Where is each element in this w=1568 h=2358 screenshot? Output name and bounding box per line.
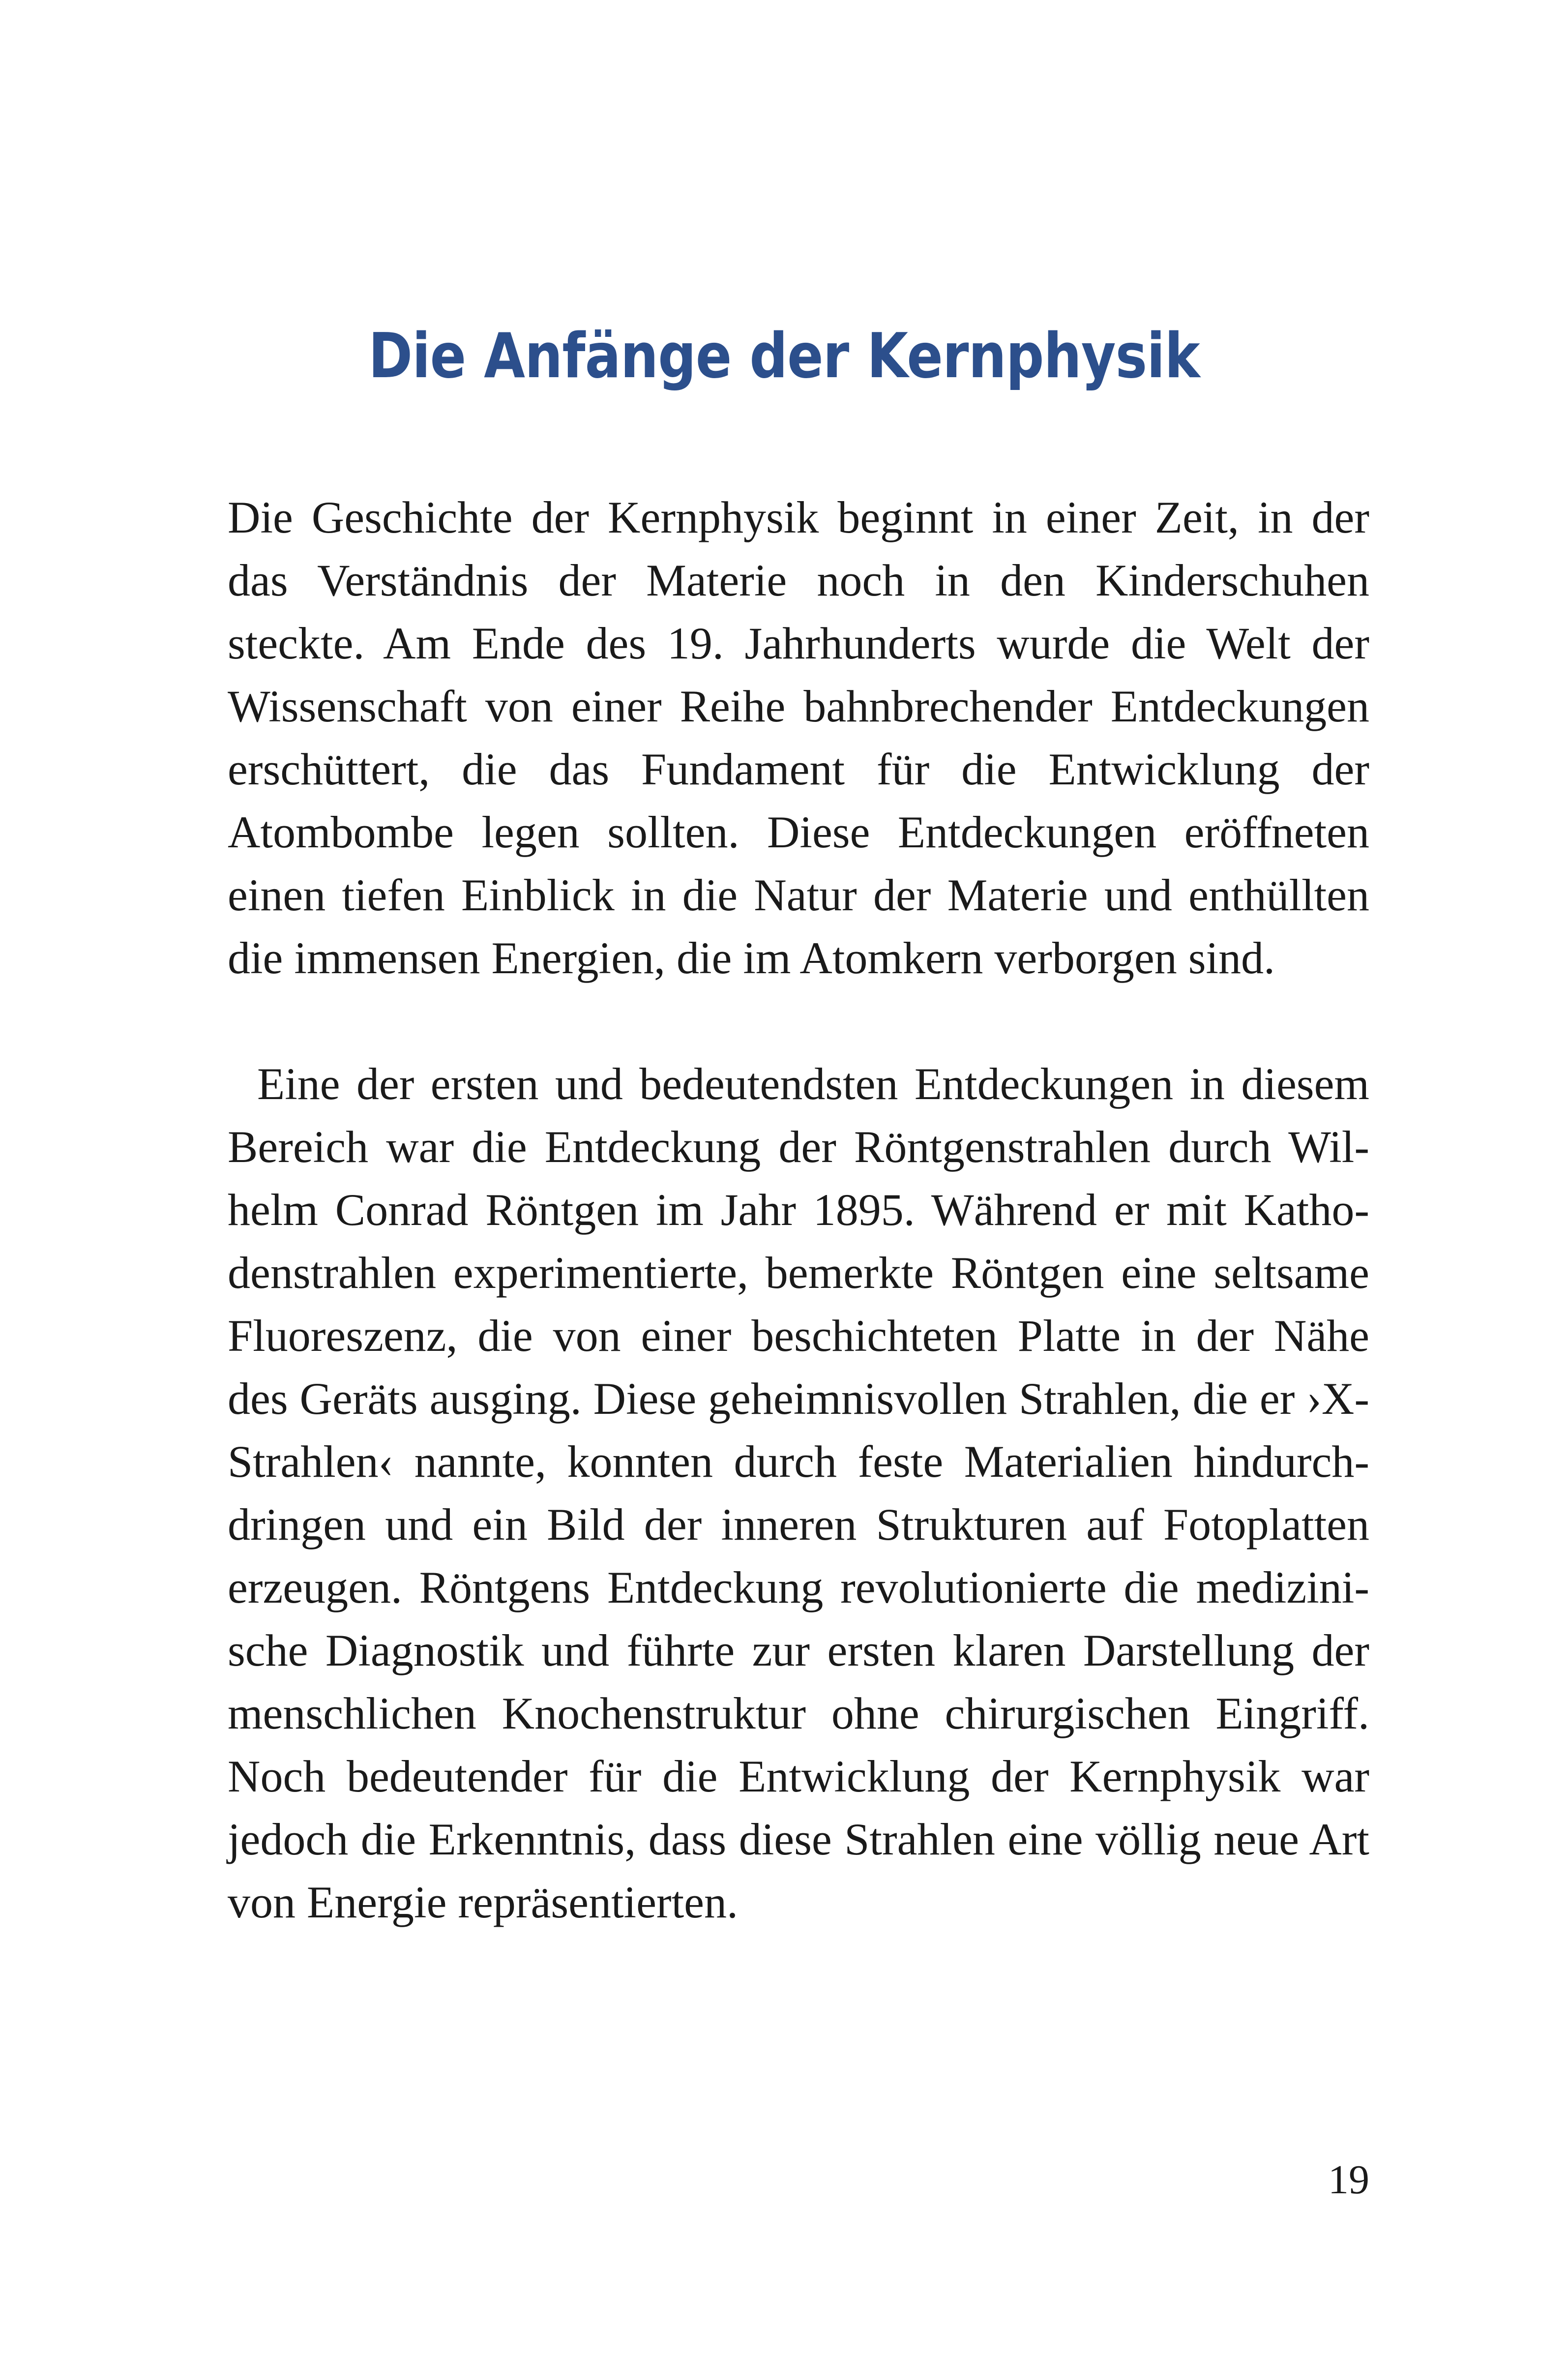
body-text	[228, 486, 1369, 1934]
chapter-title: Die Anfänge der Kernphysik	[368, 320, 1200, 392]
paragraph-2: Eine der ersten und bedeutendsten Entdeckungen in diesem Bereich war die Entdeckung der Röntgenstrahlen durch Wilhelm Conrad Röntgen im Jahr 1895. Während er mit Kathodenstrahlen experimentierte, bemerkte Röntgen eine seltsame Fluoreszenz, die von einer beschichteten Platte in der Nähe des Geräts ausging. Diese geheimnisvollen Strahlen, die er ›X-Strahlen‹ nannte, konnten durch feste Materialien hindurchdringen und ein Bild der inneren Strukturen auf Fotoplatten erzeugen. Röntgens Entdeckung revolutionierte die medizinische Diagnostik und führte zur ersten klaren Darstellung der menschlichen Knochenstruktur ohne chirurgischen Eingriff. Noch bedeutender für die Entwicklung der Kernphysik war jedoch die Erkenntnis, dass diese Strahlen eine völlig neue Art von Energie repräsentierten.	[228, 1059, 1369, 1927]
page-number: 19	[1328, 2157, 1369, 2203]
paragraph-1: Die Geschichte der Kernphysik beginnt in einer Zeit, in der das Verständnis der Materie noch in den Kinderschuhen steckte. Am Ende des 19. Jahrhunderts wurde die Welt der Wissenschaft von einer Reihe bahnbrechender Entdeckungen erschüttert, die das Fundament für die Entwicklung der Atombombe legen sollten. Diese Entdeckungen eröffneten einen tiefen Einblick in die Natur der Materie und enthüllten die immensen Energien, die im Atomkern verborgen sind.	[228, 492, 1369, 983]
